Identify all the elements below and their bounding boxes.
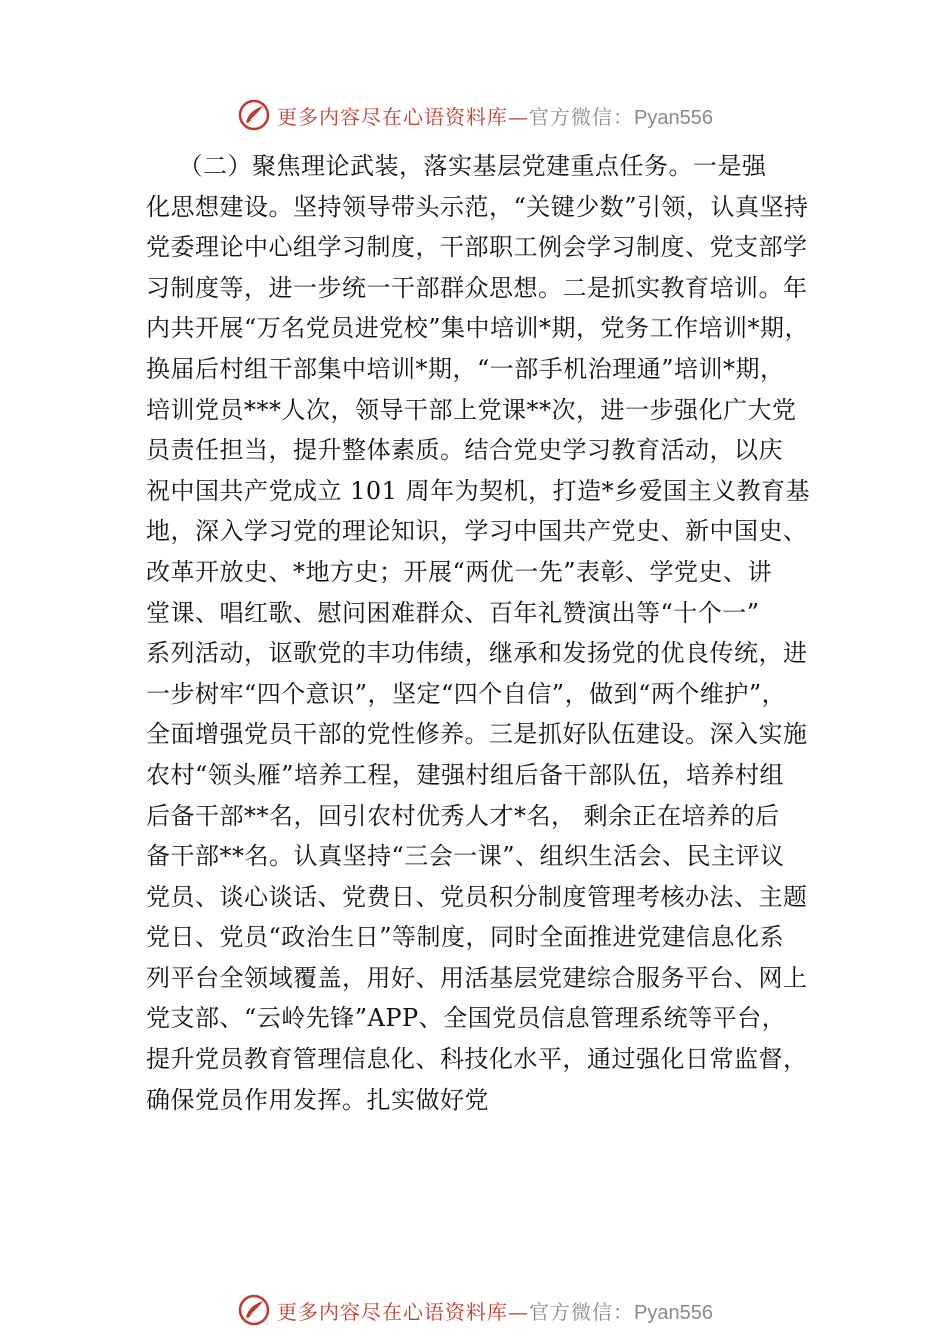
text-line: 改革开放史、*地方史；开展“两优一先”表彰、学党史、讲 xyxy=(146,557,773,586)
text-line: 列平台全领域覆盖，用好、用活基层党建综合服务平台、网上 xyxy=(146,963,808,992)
text-line: 换届后村组干部集中培训*期，“一部手机治理通”培训*期， xyxy=(146,354,785,383)
text-line: 农村“领头雁”培养工程，建强村组后备干部队伍，培养村组 xyxy=(146,760,785,789)
watermark-text xyxy=(277,101,713,130)
text-line: 系列活动，讴歌党的丰功伟绩，继承和发扬党的优良传统，进 xyxy=(146,639,808,668)
text-line: 确保党员作用发挥。扎实做好党 xyxy=(146,1085,489,1114)
watermark-wechat-id: Pyan556 xyxy=(634,1301,713,1324)
watermark-separator: — xyxy=(508,1299,530,1324)
document-body xyxy=(146,146,826,1120)
text-line: 提升党员教育管理信息化、科技化水平，通过强化日常监督， xyxy=(146,1045,808,1074)
text-line: 员责任担当，提升整体素质。结合党史学习教育活动，以庆 xyxy=(146,436,783,465)
text-line: 党员、谈心谈话、党费日、党员积分制度管理考核办法、主题 xyxy=(146,882,808,911)
text-line: 后备干部**名，回引农村优秀人才*名， 剩余正在培养的后 xyxy=(146,801,780,830)
text-line: 备干部**名。认真坚持“三会一课”、组织生活会、民主评议 xyxy=(146,842,785,871)
text-line: 一步树牢“四个意识”，坚定“四个自信”，做到“两个维护”， xyxy=(146,679,787,708)
watermark-label: 官方微信： xyxy=(529,1299,635,1324)
text-line: 祝中国共产党成立 101 周年为契机，打造*乡爱国主义教育基 xyxy=(146,476,811,505)
text-line: 培训党员***人次，领导干部上党课**次，进一步强化广大党 xyxy=(146,395,797,424)
watermark-wechat-id: Pyan556 xyxy=(634,106,713,129)
watermark-label: 官方微信： xyxy=(529,104,635,129)
text-line: 堂课、唱红歌、慰问困难群众、百年礼赞演出等“十个一” xyxy=(146,598,760,627)
text-line: 化思想建设。坚持领导带头示范，“关键少数”引领，认真坚持 xyxy=(146,192,809,221)
text-line: （二）聚焦理论武装，落实基层党建重点任务。一是强 xyxy=(146,152,767,180)
watermark-brand: 更多内容尽在心语资料库 xyxy=(277,104,509,129)
text-line: 党支部、“云岭先锋”APP、全国党员信息管理系统等平台， xyxy=(146,1004,787,1033)
logo-icon xyxy=(237,1293,271,1327)
header-watermark xyxy=(0,95,950,135)
watermark-brand: 更多内容尽在心语资料库 xyxy=(277,1299,509,1324)
footer-watermark xyxy=(0,1290,950,1330)
text-line: 内共开展“万名党员进党校”集中培训*期，党务工作培训*期， xyxy=(146,314,810,343)
logo-icon xyxy=(237,98,271,132)
text-line: 习制度等，进一步统一干部群众思想。二是抓实教育培训。年 xyxy=(146,273,808,302)
watermark-separator: — xyxy=(508,104,530,129)
text-line: 党委理论中心组学习制度，干部职工例会学习制度、党支部学 xyxy=(146,233,808,262)
text-line: 地，深入学习党的理论知识，学习中国共产党史、新中国史、 xyxy=(146,517,808,546)
text-line: 党日、党员“政治生日”等制度，同时全面推进党建信息化系 xyxy=(146,923,785,952)
watermark-text xyxy=(277,1296,713,1325)
text-line: 全面增强党员干部的党性修养。三是抓好队伍建设。深入实施 xyxy=(146,720,808,749)
